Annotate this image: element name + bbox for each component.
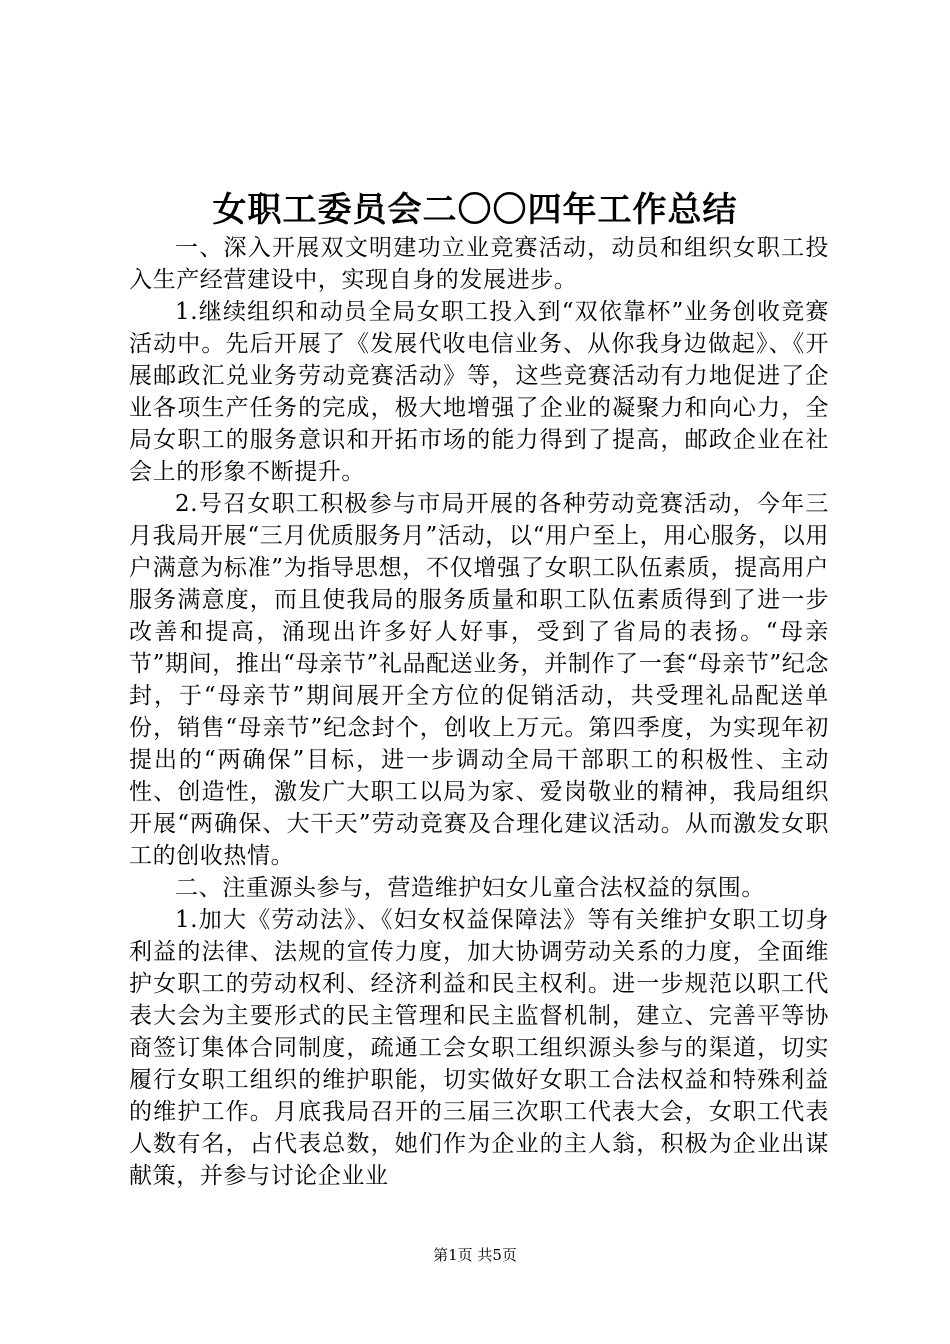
paragraph-item-2-1: 1.加大《劳动法》、《妇女权益保障法》等有关维护女职工切身利益的法律、法规的宣传力度，加大协调劳动关系的力度，全面维护女职工的劳动权利、经济利益和民主权利。进一步规范以职工代表大会为主要形式的民主管理和民主监督机制，建立、完善平等协商签订集体合同制度，疏通工会女职工组织源头参与的渠道，切实履行女职工组织的维护职能，切实做好女职工合法权益和特殊利益的维护工作。月底我局召开的三届三次职工代表大会，女职工代表人数有名，占代表总数，她们作为企业的主人翁，积极为企业出谋献策，并参与讨论企业业 [129,907,829,1189]
document-title: 女职工委员会二〇〇四年工作总结 [212,190,738,230]
paragraph-item-1-1: 1.继续组织和动员全局女职工投入到“双依靠杯”业务创收竞赛活动中。先后开展了《发展代收电信业务、从你我身边做起》、《开展邮政汇兑业务劳动竞赛活动》等，这些竞赛活动有力地促进了企业各项生产任务的完成，极大地增强了企业的凝聚力和向心力，全局女职工的服务意识和开拓市场的能力得到了提高，邮政企业在社会上的形象不断提升。 [129,299,829,485]
page-number-footer: 第1页 共5页 [433,1246,517,1264]
paragraph-section-1-heading: 一、深入开展双文明建功立业竞赛活动，动员和组织女职工投入生产经营建设中，实现自身的发展进步。 [129,235,829,293]
document-body [129,232,829,1192]
paragraph-section-2-heading: 二、注重源头参与，营造维护妇女儿童合法权益的氛围。 [175,875,765,901]
paragraph-item-1-2: 2.号召女职工积极参与市局开展的各种劳动竞赛活动，今年三月我局开展“三月优质服务月”活动，以“用户至上，用心服务，以用户满意为标准”为指导思想，不仅增强了女职工队伍素质，提高用户服务满意度，而且使我局的服务质量和职工队伍素质得到了进一步改善和提高，涌现出许多好人好事，受到了省局的表扬。“母亲节”期间，推出“母亲节”礼品配送业务，并制作了一套“母亲节”纪念封，于“母亲节”期间展开全方位的促销活动，共受理礼品配送单份，销售“母亲节”纪念封个，创收上万元。第四季度，为实现年初提出的“两确保”目标，进一步调动全局干部职工的积极性、主动性、创造性，激发广大职工以局为家、爱岗敬业的精神，我局组织开展“两确保、大干天”劳动竞赛及合理化建议活动。从而激发女职工的创收热情。 [129,491,829,869]
